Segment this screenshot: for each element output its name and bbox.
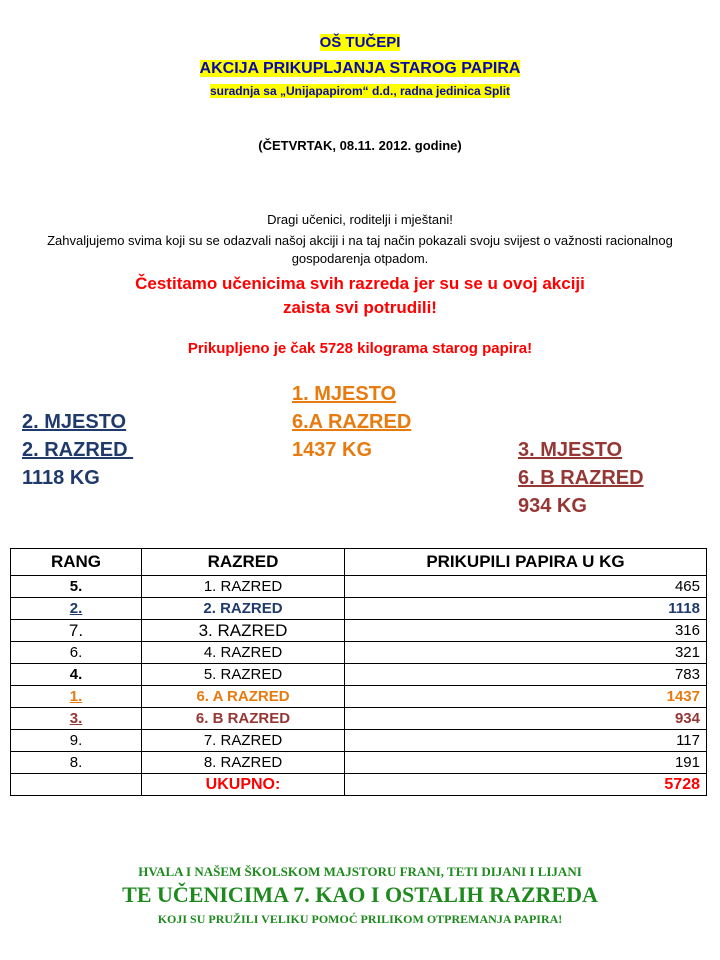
rang-cell: 6. — [11, 642, 142, 664]
congratulations — [0, 272, 720, 320]
rang-cell: 8. — [11, 752, 142, 774]
table-row — [11, 642, 707, 664]
third-place-class: 6. B RAZRED — [518, 467, 644, 489]
congrats-line-2: zaista svi potrudili! — [283, 298, 437, 317]
razred-cell: 6. A RAZRED — [142, 686, 345, 708]
kg-cell: 1118 — [345, 598, 707, 620]
kg-cell: 1437 — [345, 686, 707, 708]
rang-cell: 9. — [11, 730, 142, 752]
table-row — [11, 708, 707, 730]
thanks-text: Zahvaljujemo svima koji su se odazvali našoj akciji i na taj način pokazali svoju svijest o važnosti racionalnog gospodarenja otpadom. — [47, 233, 673, 266]
rang-cell: 2. — [11, 598, 142, 620]
footer-thanks-line-2: TE UČENICIMA 7. KAO I OSTALIH RAZREDA — [122, 882, 598, 907]
kg-cell: 117 — [345, 730, 707, 752]
razred-cell: 3. RAZRED — [142, 620, 345, 642]
table-row — [11, 620, 707, 642]
first-place-class: 6.A RAZRED — [292, 411, 412, 433]
third-place-kg: 934 KG — [518, 495, 587, 517]
total-empty-cell — [11, 774, 142, 796]
school-title: OŠ TUČEPI — [319, 34, 401, 51]
event-date: (ČETVRTAK, 08.11. 2012. godine) — [258, 138, 462, 153]
congrats-line-1: Čestitamo učenicima svih razreda jer su se u ovoj akciji — [135, 274, 585, 293]
razred-cell: 6. B RAZRED — [142, 708, 345, 730]
kg-cell: 783 — [345, 664, 707, 686]
first-place-label: 1. MJESTO — [292, 383, 397, 405]
razred-cell: 2. RAZRED — [142, 598, 345, 620]
podium-second — [22, 408, 133, 492]
second-place-kg: 1118 KG — [22, 467, 100, 489]
table-row — [11, 686, 707, 708]
rang-cell: 1. — [11, 686, 142, 708]
rang-cell: 3. — [11, 708, 142, 730]
third-place-label: 3. MJESTO — [518, 439, 623, 461]
table-row — [11, 664, 707, 686]
campaign-title: AKCIJA PRIKUPLJANJA STAROG PAPIRA — [199, 60, 521, 77]
rang-cell: 4. — [11, 664, 142, 686]
footer-thanks-line-1: HVALA I NAŠEM ŠKOLSKOM MAJSTORU FRANI, TETI DIJANI I LIJANI — [138, 864, 582, 879]
razred-cell: 1. RAZRED — [142, 576, 345, 598]
collected-total-text: Prikupljeno je čak 5728 kilograma starog papira! — [187, 340, 533, 357]
header-razred: RAZRED — [142, 549, 345, 576]
razred-cell: 4. RAZRED — [142, 642, 345, 664]
kg-cell: 191 — [345, 752, 707, 774]
total-label: UKUPNO: — [142, 774, 345, 796]
table-row — [11, 576, 707, 598]
partner-subtitle: suradnja sa „Unijapapirom“ d.d., radna jedinica Split — [209, 84, 511, 98]
razred-cell: 7. RAZRED — [142, 730, 345, 752]
razred-cell: 5. RAZRED — [142, 664, 345, 686]
table-row — [11, 752, 707, 774]
razred-cell: 8. RAZRED — [142, 752, 345, 774]
total-row — [11, 774, 707, 796]
kg-cell: 934 — [345, 708, 707, 730]
header-rang: RANG — [11, 549, 142, 576]
header-kg: PRIKUPILI PAPIRA U KG — [345, 549, 707, 576]
podium-third — [518, 436, 644, 520]
total-value: 5728 — [345, 774, 707, 796]
kg-cell: 465 — [345, 576, 707, 598]
table-header-row — [11, 549, 707, 576]
results-table — [10, 548, 707, 796]
footer-thanks-line-3: KOJI SU PRUŽILI VELIKU POMOĆ PRILIKOM OTPREMANJA PAPIRA! — [157, 912, 563, 926]
rang-cell: 7. — [11, 620, 142, 642]
kg-cell: 316 — [345, 620, 707, 642]
second-place-class: 2. RAZRED — [22, 439, 134, 461]
kg-cell: 321 — [345, 642, 707, 664]
table-row — [11, 730, 707, 752]
podium-first — [292, 380, 411, 464]
second-place-label: 2. MJESTO — [22, 411, 127, 433]
table-row — [11, 598, 707, 620]
rang-cell: 5. — [11, 576, 142, 598]
first-place-kg: 1437 KG — [292, 439, 373, 461]
greeting: Dragi učenici, roditelji i mještani! — [267, 212, 453, 227]
